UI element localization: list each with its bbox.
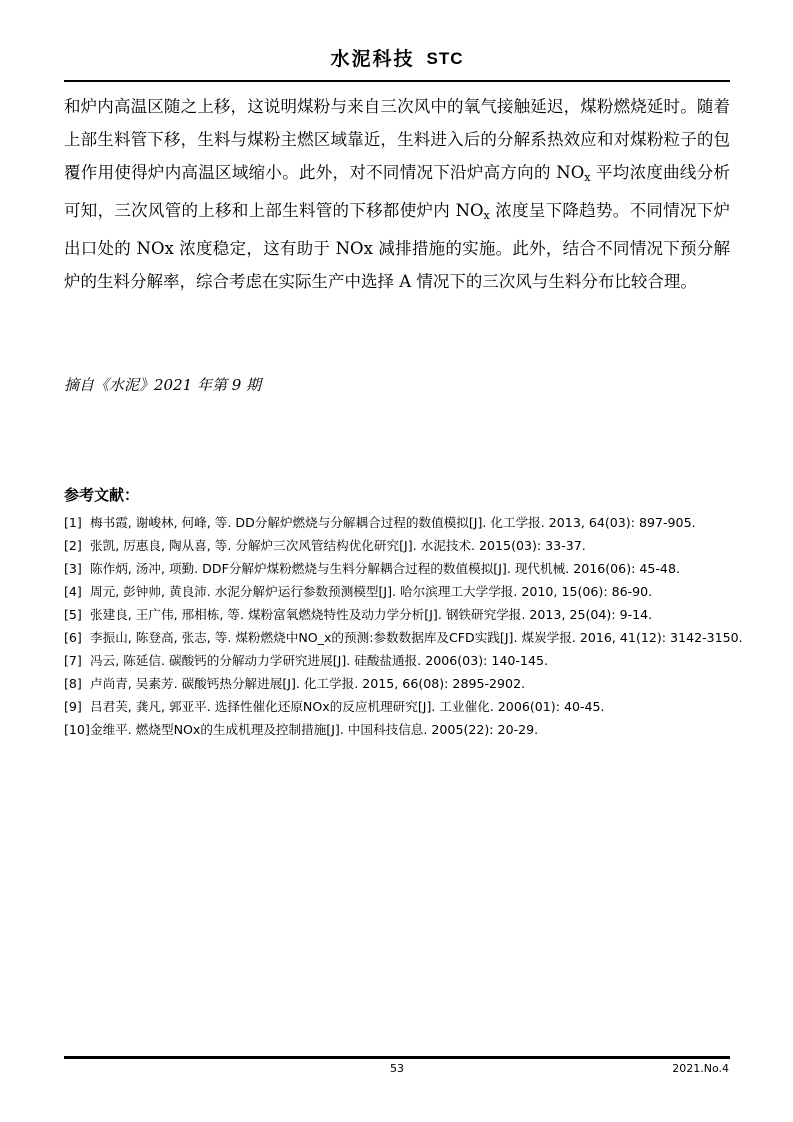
reference-text: 李振山, 陈登高, 张志, 等. 煤粉燃烧中NO_x的预测:参数数据库及CFD实践[J]. 煤炭学报. 2016, 41(12): 3142-3150. — [90, 629, 743, 645]
page-number: 53 — [390, 1062, 404, 1075]
reference-text: 周元, 彭钟帅, 黄良沛. 水泥分解炉运行参数预测模型[J]. 哈尔滨理工大学学报. 2010, 15(06): 86-90. — [90, 583, 653, 599]
reference-number: [7] — [64, 652, 82, 668]
reference-text: 陈作炳, 汤冲, 项勤. DDF分解炉煤粉燃烧与生料分解耦合过程的数值模拟[J]. 现代机械. 2016(06): 45-48. — [90, 560, 680, 576]
article-paragraph: 和炉内高温区随之上移，这说明煤粉与来自三次风中的氧气接触延迟，煤粉燃烧延时。随着上部生料管下移，生料与煤粉主燃区域靠近，生料进入后的分解系热效应和对煤粉粒子的包覆作用使得炉内高温区域缩小。此外，对不同情况下沿炉高方向的 $NO_x$ 平均浓度曲线分析可知，三次风管的上移和上部生料管的下移都使炉内 $NO_x$ 浓度呈下降趋势。不同情况下炉出口处的 NOx 浓度稳定，这有助于 NOx 减排措施的实施。此外，结合不同情况下预分解炉的生料分解率，综合考虑在实际生产中选择 A 情况下的三次风与生料分布比较合理。 — [64, 97, 730, 291]
reference-text: 冯云, 陈延信. 碳酸钙的分解动力学研究进展[J]. 硅酸盐通报. 2006(03): 140-145. — [90, 652, 548, 668]
reference-number: [8] — [64, 675, 82, 691]
reference-item — [64, 627, 744, 649]
reference-item — [64, 581, 744, 603]
source-citation: 摘自《水泥》2021 年第 9 期 — [64, 376, 262, 394]
reference-number: [2] — [64, 537, 82, 553]
references-heading: 参考文献： — [64, 486, 140, 504]
footer-divider — [64, 1056, 730, 1059]
reference-number: [1] — [64, 515, 82, 530]
issue-label: 2021.No.4 — [672, 1062, 729, 1075]
page-header — [64, 44, 730, 71]
article-body — [64, 90, 730, 298]
journal-abbreviation: STC — [426, 49, 464, 68]
reference-number: [9] — [64, 698, 82, 714]
reference-text: 卢尚青, 吴素芳. 碳酸钙热分解进展[J]. 化工学报. 2015, 66(08): 2895-2902. — [90, 675, 526, 691]
reference-number: [4] — [64, 583, 82, 599]
reference-number: [6] — [64, 629, 82, 645]
header-divider — [64, 80, 730, 82]
reference-number: [3] — [64, 560, 82, 576]
reference-item — [64, 558, 744, 580]
reference-item — [64, 535, 744, 557]
reference-item — [64, 604, 744, 626]
reference-item — [64, 650, 744, 672]
reference-number: [10] — [64, 721, 90, 737]
reference-number: [5] — [64, 606, 82, 622]
reference-item — [64, 673, 744, 695]
reference-text: 梅书霞, 谢峻林, 何峰, 等. DD分解炉燃烧与分解耦合过程的数值模拟[J]. 化工学报. 2013, 64(03): 897-905. — [90, 515, 696, 530]
reference-text: 金维平. 燃烧型NOx的生成机理及控制措施[J]. 中国科技信息. 2005(22): 20-29. — [90, 721, 539, 737]
reference-text: 吕君芙, 龚凡, 郭亚平. 选择性催化还原NOx的反应机理研究[J]. 工业催化. 2006(01): 40-45. — [90, 698, 605, 714]
reference-item — [64, 512, 744, 534]
reference-item — [64, 696, 744, 718]
journal-title: 水泥科技 — [330, 48, 415, 70]
reference-text: 张凯, 厉惠良, 陶从喜, 等. 分解炉三次风管结构优化研究[J]. 水泥技术. 2015(03): 33-37. — [90, 537, 586, 553]
reference-item — [64, 719, 744, 741]
references-list — [64, 512, 744, 742]
reference-text: 张建良, 王广伟, 邢相栋, 等. 煤粉富氧燃烧特性及动力学分析[J]. 钢铁研究学报. 2013, 25(04): 9-14. — [90, 606, 653, 622]
